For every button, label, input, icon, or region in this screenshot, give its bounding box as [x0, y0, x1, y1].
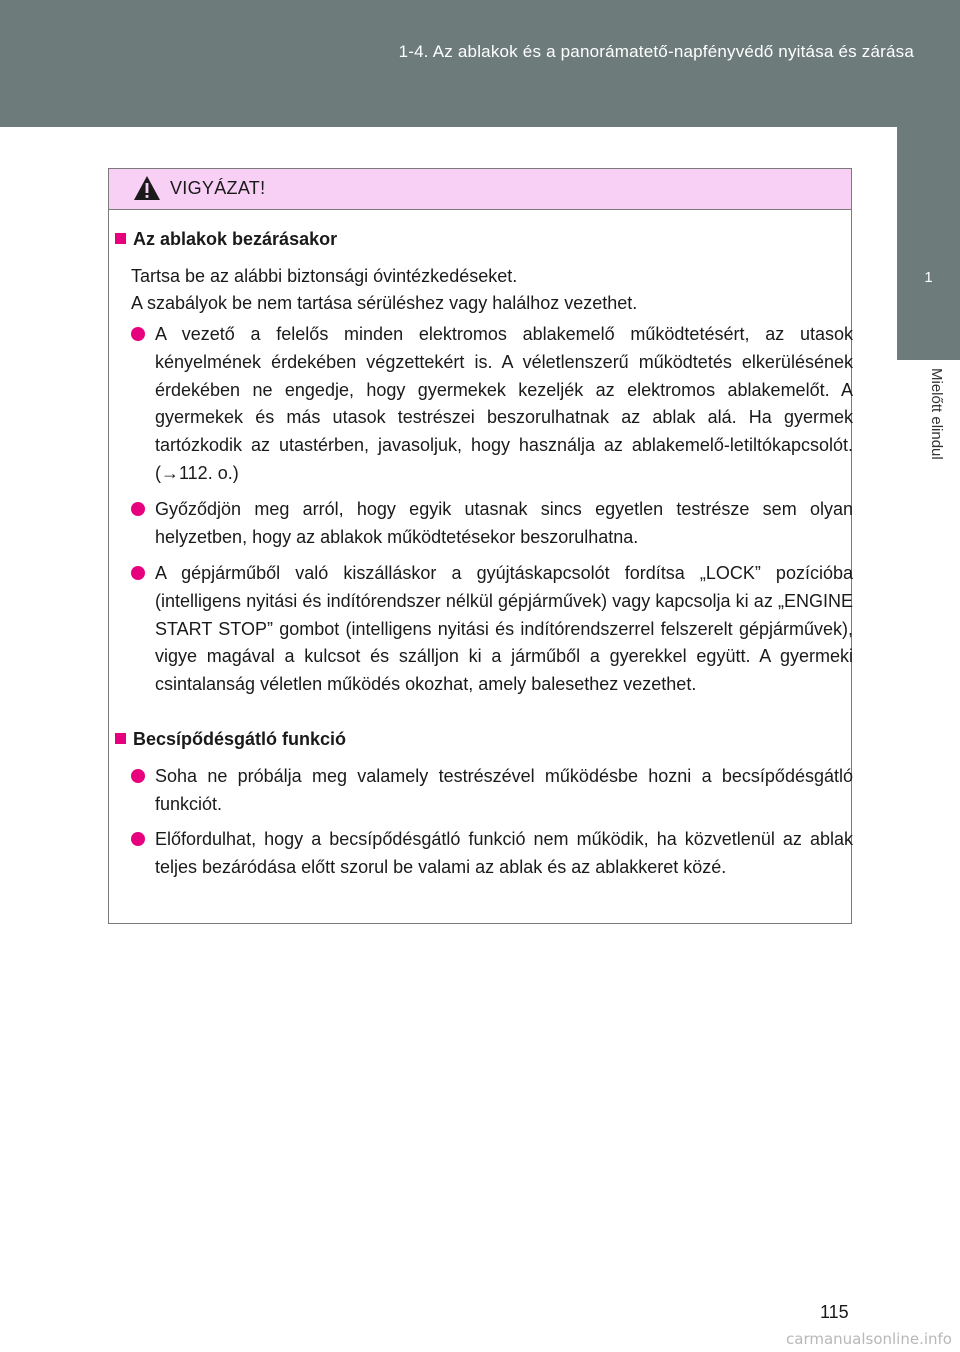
section-heading: Az ablakok bezárásakor [115, 229, 337, 250]
list-item-text: Győződjön meg arról, hogy egyik utasnak sincs egyetlen testrésze sem olyan helyzetben, hogy az ablakok működtetésekor beszorulhatna. [155, 499, 853, 547]
watermark-url: carmanualsonline.info [786, 1330, 952, 1348]
chapter-side-tab [897, 127, 960, 360]
list-item-text: Előfordulhat, hogy a becsípődésgátló funkció nem működik, ha közvetlenül az ablak teljes bezáródása előtt szorul be valami az ablak és az ablakkeret közé. [155, 829, 853, 877]
list-item-text: Soha ne próbálja meg valamely testrészével működésbe hozni a becsípődésgátló funkciót. [155, 766, 853, 814]
chapter-title: 1-4. Az ablakok és a panorámatető-napfényvédő nyitása és zárása [398, 42, 914, 61]
bullet-dot-icon [131, 832, 145, 846]
warning-title: VIGYÁZAT! [170, 178, 266, 198]
intro-line: A szabályok be nem tartása sérüléshez vagy halálhoz vezethet. [131, 293, 638, 313]
warning-box [108, 168, 852, 924]
list-item-text: A gépjárműből való kiszálláskor a gyújtáskapcsolót fordítsa „LOCK” pozícióba (intelligens nyitási és indítórendszer nélkül gépjárművek) vagy kapcsolja ki az „ENGINE START STOP” gombot (intelligens nyitási és indítórendszerrel felszerelt gépjárművek), vigye magával a kulcsot és szálljon ki a járműből a gyerekkel együtt. A gyermeki csintalanság véletlen működés okozhat, amely balesethez vezethet. [155, 563, 853, 695]
warning-header [109, 169, 851, 210]
square-bullet-icon [115, 233, 126, 244]
chapter-side-label [897, 360, 960, 550]
bullet-dot-icon [131, 566, 145, 580]
list-item-text: A vezető a felelős minden elektromos ablakemelő működtetésért, az utasok kényelmének érdekében végzettekért is. A véletlenszerű működtetés elkerülésének érdekében ne engedje, hogy gyermekek kezeljék az elektromos ablakemelőt. A gyermekek és más utasok testrészei beszorulhatnak az ablak alá. Ha gyermek tartózkodik az utastérben, javasoljuk, hogy használja az ablakemelő-letiltókapcsolót. (→112. o.) [155, 324, 853, 483]
page-number: 115 [820, 1302, 849, 1322]
bullet-dot-icon [131, 327, 145, 341]
chapter-number: 1 [924, 269, 933, 286]
page-header [0, 0, 960, 127]
square-bullet-icon [115, 733, 126, 744]
intro-line: Tartsa be az alábbi biztonsági óvintézkedéseket. [131, 266, 518, 286]
chapter-label: Mielőtt elindul [928, 368, 945, 460]
bullet-dot-icon [131, 769, 145, 783]
bullet-dot-icon [131, 502, 145, 516]
section-heading: Becsípődésgátló funkció [115, 729, 346, 750]
warning-triangle-icon [133, 175, 161, 201]
